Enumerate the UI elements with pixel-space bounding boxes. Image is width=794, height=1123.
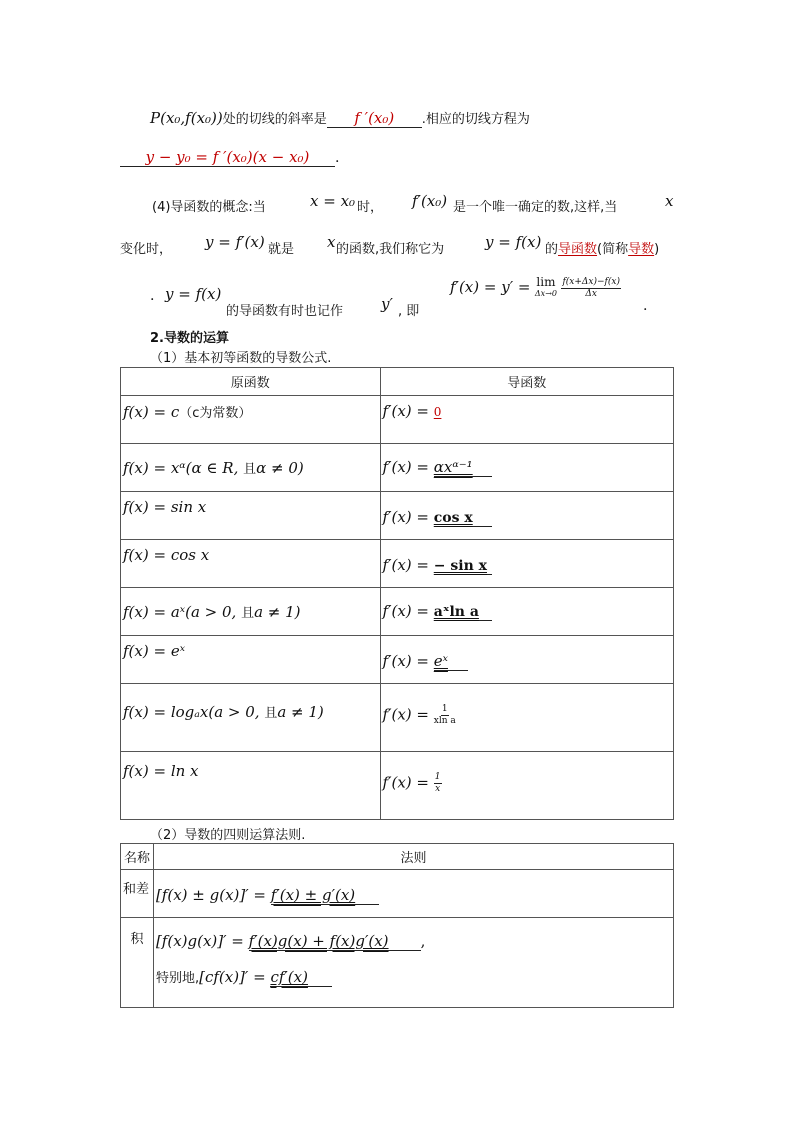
y-prime: y′ bbox=[381, 295, 393, 313]
fprime: f′(x) = bbox=[382, 458, 434, 476]
term-derivative-function: 导函数 bbox=[558, 242, 598, 257]
func: f(x) = sin x bbox=[123, 498, 207, 516]
func-tail: a ≠ 1) bbox=[277, 703, 324, 721]
tangent-slope-line bbox=[150, 108, 530, 128]
func: f(x) = logₐx(a > 0, bbox=[123, 703, 265, 721]
fprime: f′(x) = bbox=[382, 773, 434, 792]
def-left: f′(x) = y′ = bbox=[450, 278, 531, 296]
answer-slope: f ′(x₀) bbox=[354, 109, 395, 127]
answer-fraction bbox=[434, 772, 442, 795]
answer-tangent-eq: y − y₀ = f ′(x₀)(x − x₀) bbox=[145, 148, 310, 166]
subsection-2: （2）导数的四则运算法则. bbox=[150, 828, 306, 843]
table-row bbox=[121, 540, 674, 588]
limit bbox=[535, 276, 557, 300]
table-row bbox=[121, 444, 674, 492]
answer-den: x bbox=[435, 784, 441, 794]
table-row bbox=[121, 684, 674, 752]
derivative-definition bbox=[450, 276, 621, 300]
text-slope: 处的切线的斜率是 bbox=[222, 112, 327, 127]
answer-tangent-blank bbox=[120, 148, 335, 167]
table-row bbox=[121, 918, 674, 1008]
rule-name: 积 bbox=[121, 918, 154, 1008]
text-ie: , 即 bbox=[398, 304, 420, 319]
subsection-1: （1）基本初等函数的导数公式. bbox=[150, 351, 332, 366]
text-when: 时， bbox=[357, 200, 384, 215]
header-original: 原函数 bbox=[121, 368, 381, 396]
func-note: （c为常数） bbox=[179, 406, 252, 421]
answer-slope-blank bbox=[327, 109, 422, 128]
cond-x-eq-x0: x = x₀ bbox=[310, 192, 356, 210]
rule-lhs-2: [cf(x)]′ = bbox=[199, 968, 271, 986]
rule-answer: f′(x)g(x) + f(x)g′(x) bbox=[248, 932, 389, 950]
table-row bbox=[121, 636, 674, 684]
def-end: . bbox=[643, 298, 648, 314]
tangent-equation-line bbox=[120, 148, 339, 167]
func-tail: a ≠ 1) bbox=[254, 603, 301, 621]
fprime: f′(x) = bbox=[382, 652, 434, 670]
product-rule bbox=[156, 932, 671, 951]
rule-end: , bbox=[420, 932, 426, 950]
difference-quotient bbox=[561, 277, 621, 300]
fprime: f′(x) = bbox=[382, 602, 434, 620]
header-name: 名称 bbox=[121, 844, 154, 870]
table-row bbox=[121, 492, 674, 540]
header-derivative: 导函数 bbox=[380, 368, 673, 396]
func: f(x) = aˣ(a > 0, bbox=[123, 603, 242, 621]
rule-lhs: [f(x) ± g(x)]′ = bbox=[155, 886, 271, 904]
special-label: 特别地, bbox=[155, 971, 200, 986]
text-unique: 是一个唯一确定的数,这样,当 bbox=[453, 200, 618, 215]
func: f(x) = cos x bbox=[123, 546, 210, 564]
answer-num: 1 bbox=[441, 704, 448, 714]
answer-fraction bbox=[434, 704, 456, 727]
func-note: 且 bbox=[243, 462, 257, 477]
answer: cos x bbox=[433, 510, 473, 526]
answer-den: xln a bbox=[433, 716, 456, 726]
answer: αxᵅ⁻¹ bbox=[433, 458, 473, 476]
fprime: f′(x) = bbox=[382, 556, 434, 574]
func-tail: α ≠ 0) bbox=[256, 459, 304, 477]
term-line bbox=[545, 238, 659, 257]
func: f(x) = ln x bbox=[123, 762, 199, 780]
dq-num: f(x+Δx)−f(x) bbox=[562, 276, 620, 287]
func: f(x) = eˣ bbox=[123, 642, 186, 660]
lim-text: lim bbox=[536, 275, 556, 289]
term-derivative: 导数 bbox=[628, 242, 655, 257]
func-note: 且 bbox=[264, 706, 278, 721]
answer: aˣln a bbox=[433, 604, 479, 620]
rule-lhs: [f(x)g(x)]′ = bbox=[155, 932, 249, 950]
text-of: 的 bbox=[545, 242, 559, 257]
dq-den: Δx bbox=[585, 288, 597, 299]
func: f(x) = c bbox=[123, 403, 180, 421]
fprime: f′(x) = bbox=[382, 508, 434, 526]
f-prime-x0: f′(x₀) bbox=[412, 192, 448, 210]
rule-name: 和差 bbox=[121, 870, 154, 918]
fprime: f′(x) = bbox=[382, 705, 434, 724]
header-rule: 法则 bbox=[153, 844, 673, 870]
eq-y-f: y = f(x) bbox=[485, 233, 542, 251]
table-row bbox=[121, 396, 674, 444]
concept-lead: (4)导函数的概念:当 bbox=[152, 200, 266, 215]
fprime: f′(x) = bbox=[382, 402, 434, 420]
var-x-2: x bbox=[327, 233, 336, 251]
eq-y-fprime: y = f′(x) bbox=[205, 233, 265, 251]
answer: eˣ bbox=[433, 652, 448, 670]
text-is: 就是 bbox=[268, 242, 295, 257]
special-rule bbox=[156, 967, 671, 987]
text-tangent-eq: .相应的切线方程为 bbox=[421, 112, 530, 127]
table-row bbox=[121, 752, 674, 820]
text-close: ) bbox=[654, 242, 660, 257]
period: . bbox=[335, 150, 340, 166]
answer: 0 bbox=[433, 405, 442, 419]
answer-num: 1 bbox=[434, 772, 441, 782]
text-abbr: (简称 bbox=[597, 242, 629, 257]
text-notation: 的导函数有时也记作 bbox=[226, 304, 344, 319]
rule-answer: f′(x) ± g′(x) bbox=[270, 886, 356, 904]
basic-derivative-table bbox=[120, 367, 674, 820]
section-title: 2.导数的运算 bbox=[150, 331, 229, 346]
table-row bbox=[121, 870, 674, 918]
lim-sub: Δx→0 bbox=[534, 289, 557, 298]
func: f(x) = xᵅ(α ∈ R, bbox=[123, 459, 244, 477]
text-call: 的函数,我们称它为 bbox=[336, 242, 445, 257]
answer: − sin x bbox=[433, 558, 487, 574]
text-varies: 变化时， bbox=[120, 242, 173, 257]
eq-y-f-2: y = f(x) bbox=[165, 285, 222, 303]
operation-rules-table bbox=[120, 843, 674, 1008]
func-note: 且 bbox=[241, 606, 255, 621]
text-dot: . bbox=[150, 288, 155, 304]
table-row bbox=[121, 588, 674, 636]
point-expr: P(x₀,f(x₀)) bbox=[150, 109, 223, 127]
rule-answer-2: cf′(x) bbox=[270, 968, 308, 986]
var-x-1: x bbox=[665, 192, 674, 210]
